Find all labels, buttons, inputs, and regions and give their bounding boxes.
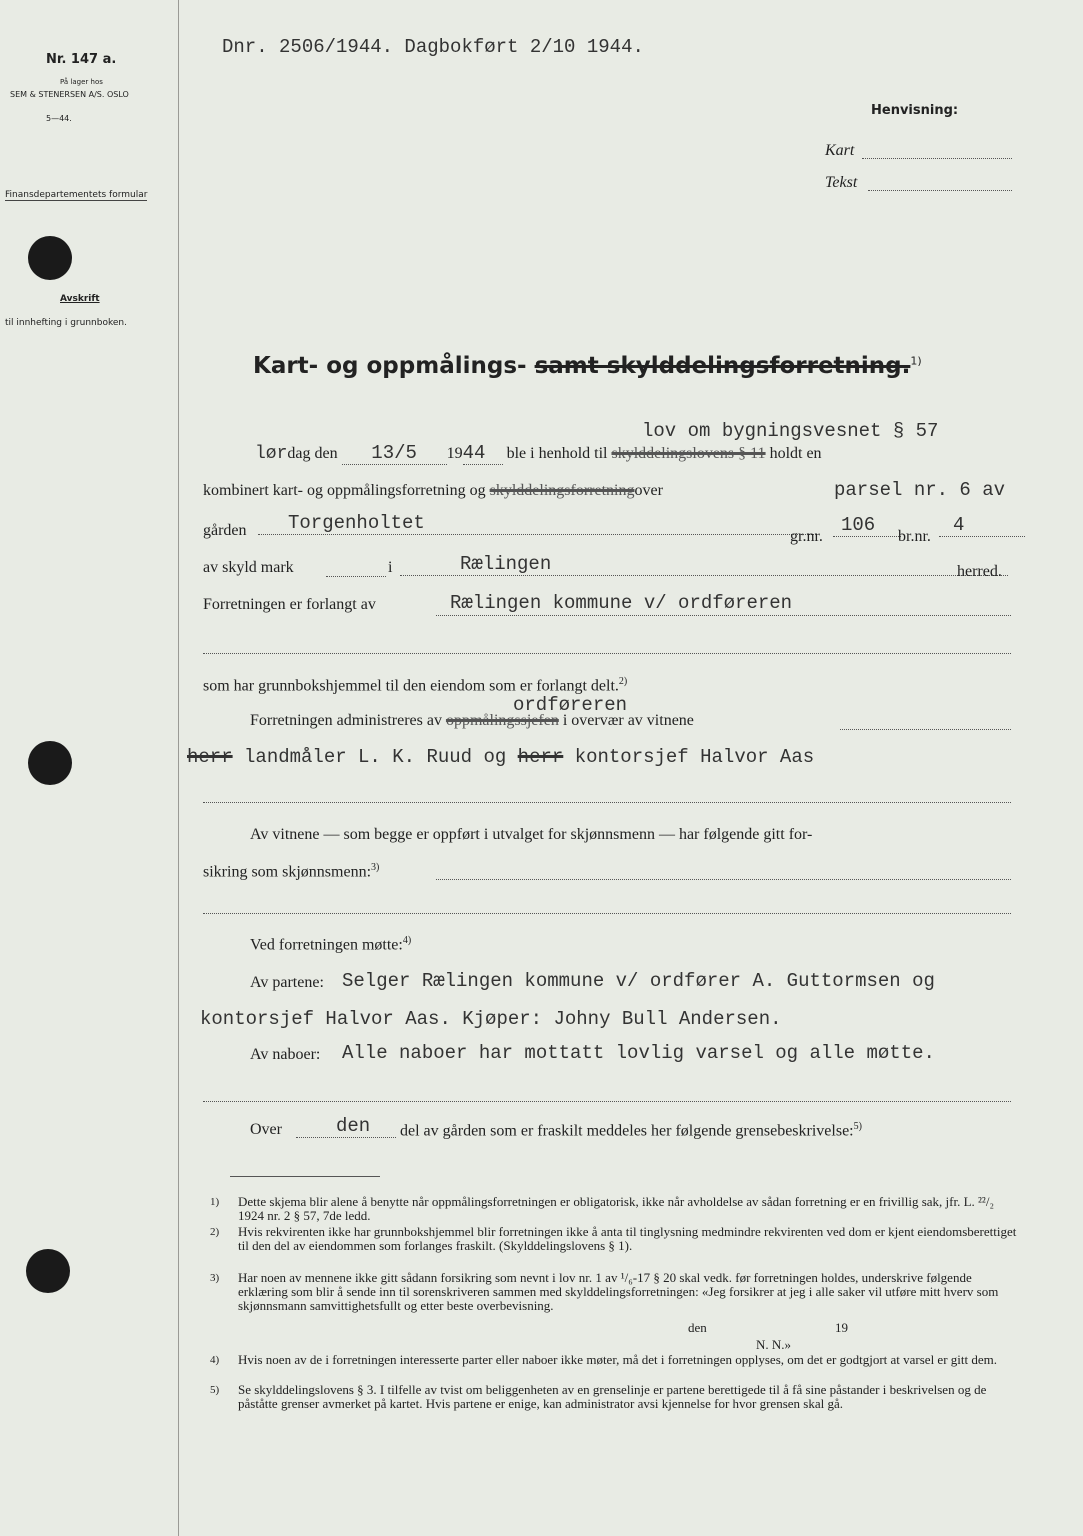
- printer-line-1: På lager hos: [60, 78, 103, 86]
- printer-line-2: SEM & STENERSEN A/S. OSLO: [10, 90, 129, 99]
- footnote-1: [210, 1194, 1018, 1223]
- hjemmel-text: som har grunnbokshjemmel til den eiendom som er forlangt delt.: [203, 677, 619, 695]
- punch-hole: [26, 1249, 70, 1293]
- blank-line: [203, 801, 1011, 803]
- footnote-num: 3): [210, 1272, 220, 1284]
- date-value: 13/5: [342, 442, 447, 465]
- blank-line: [203, 652, 1011, 654]
- blank-line: [203, 912, 1011, 914]
- footnote-3-year: 19: [835, 1320, 848, 1335]
- footnote-num: 1): [210, 1196, 220, 1208]
- admin-insert: ordføreren: [513, 694, 628, 716]
- witnesses-value: [187, 746, 814, 768]
- footnote-4: [210, 1352, 1018, 1367]
- herred-label: herred.: [957, 563, 1002, 580]
- brnr-value: 4: [939, 514, 1025, 537]
- farm-value: Torgenholtet: [258, 512, 816, 535]
- hjemmel-line: [203, 676, 627, 695]
- requested-value: Rælingen kommune v/ ordføreren: [450, 592, 793, 614]
- footnote-text: Har noen av mennene ikke gitt sådann forsikring som nevnt i lov nr. 1 av ¹/₆-17 § 20 skal vedk. før forretningen holdes, underskrive følgende erklæring som blir å sende inn til sorenskriveren sammen med skylddelingsforretningen: «Jeg forsikrer at jeg i alle saker vil utføre mitt hverv som skjønnsmann samvittighetsfullt og etter beste overbevisning.: [238, 1270, 999, 1313]
- oath-field: [436, 878, 1011, 880]
- municipality-value: Rælingen: [400, 553, 1008, 576]
- footnote-num: 5): [210, 1384, 220, 1396]
- footnote-3-signature: N. N.»: [756, 1337, 792, 1352]
- oath-text: sikring som skjønnsmenn:: [203, 863, 372, 881]
- admin-end: i overvær av vitnene: [562, 712, 694, 729]
- over-mark: 5): [853, 1121, 862, 1132]
- hjemmel-mark: 2): [618, 676, 628, 687]
- line2-start: kombinert kart- og oppmålingsforretning og: [203, 482, 486, 499]
- witness-struck-1: herr: [187, 746, 233, 768]
- farm-label: gården: [203, 522, 247, 539]
- form-number: Nr. 147 a.: [46, 52, 117, 67]
- footnote-rule: [230, 1176, 380, 1177]
- copy-note: til innhefting i grunnboken.: [5, 318, 127, 328]
- footnote-text: Hvis rekvirenten ikke har grunnbokshjemmel blir forretningen ikke å anta til tinglysning medmindre rekvirenten ved dom er kjent eiendomsberettiget til den del av eiendommen som forlanges fraskilt. (Skylddelingslovens § 1).: [238, 1224, 1017, 1253]
- law-insert: lov om bygningsvesnet § 57: [642, 420, 939, 442]
- over-end-line: [400, 1121, 862, 1140]
- witness-mid: landmåler L. K. Ruud og: [244, 746, 507, 768]
- admin-start: Forretningen administreres av: [250, 712, 442, 729]
- day-typed: lør: [255, 444, 288, 464]
- footnote-3: [210, 1270, 1018, 1313]
- parties-value-1: Selger Rælingen kommune v/ ordfører A. Guttormsen og: [342, 970, 935, 992]
- footnote-num: 4): [210, 1354, 220, 1366]
- day-label: dag den: [287, 445, 338, 462]
- punch-hole: [28, 741, 72, 785]
- admin-line: [250, 712, 694, 730]
- margin-rule: [178, 0, 179, 1536]
- text-field: [868, 189, 1012, 191]
- over-end: del av gården som er fraskilt meddeles her følgende grensebeskrivelse:: [400, 1122, 854, 1140]
- present-line: [250, 935, 411, 954]
- oath-mark: 3): [371, 862, 380, 873]
- neighbours-label: Av naboer:: [250, 1046, 321, 1063]
- present-mark: 4): [402, 935, 412, 946]
- requested-label: Forretningen er forlangt av: [203, 596, 376, 613]
- year-prefix: 19: [446, 445, 463, 462]
- skyld-field: [326, 575, 386, 577]
- oath-line-1: Av vitnene — som begge er oppført i utvalget for skjønnsmenn — har følgende gitt for-: [250, 826, 813, 843]
- oath-line-2: [203, 862, 379, 881]
- map-label: Kart: [825, 142, 855, 159]
- footnote-text: Dette skjema blir alene å benytte når oppmålingsforretningen er obligatorisk, ikke når avholdelse av sådan forretning er en frivillig sak, jfr. L. ²²/₂ 1924 nr. 2 § 57, 7de ledd.: [238, 1194, 994, 1223]
- grnr-value: 106: [833, 514, 901, 537]
- title-struck: samt skylddelingsforretning.: [534, 353, 911, 379]
- title-footnote-mark: 1): [910, 354, 922, 368]
- form-title: [253, 353, 922, 379]
- over-label: Over: [250, 1121, 282, 1138]
- footnote-2: [210, 1224, 1018, 1253]
- text-label: Tekst: [825, 174, 858, 191]
- map-field: [862, 157, 1012, 159]
- footnote-3-den: den: [688, 1320, 707, 1335]
- parties-label: Av partene:: [250, 974, 324, 991]
- witness-struck-2: herr: [517, 746, 564, 768]
- parcel-number: parsel nr. 6 av: [834, 479, 1006, 501]
- grnr-label: gr.nr.: [790, 528, 823, 545]
- brnr-label: br.nr.: [898, 528, 931, 545]
- admin-field: [840, 728, 1011, 730]
- line1-struck: skylddelingslovens § 11: [611, 445, 766, 462]
- footnote-text: Se skylddelingslovens § 3. I tilfelle av tvist om beliggenheten av en grenselinje er partene berettigede til å få sine påstander i beskrivelsen og de påståtte grenser avmerket på kartet. Hvis partene er enige, kan administrator avsi kjennelse for hvor grensen skal gå.: [238, 1382, 987, 1411]
- footnote-num: 2): [210, 1226, 220, 1238]
- footnote-5: [210, 1382, 1018, 1411]
- admin-struck: oppmålingssjefen: [445, 712, 559, 729]
- year-value: 44: [463, 442, 503, 465]
- line2-over: over: [634, 482, 663, 499]
- requested-field: [436, 614, 1011, 616]
- copy-label: Avskrift: [60, 294, 100, 304]
- line2-struck: skylddelingsforretning: [489, 482, 635, 499]
- reference-label: Henvisning:: [871, 103, 959, 118]
- ministry-form-label: Finansdepartementets formular: [5, 190, 148, 200]
- skyld-label: av skyld mark: [203, 559, 294, 576]
- printer-date: 5—44.: [46, 114, 72, 123]
- parties-value-2: kontorsjef Halvor Aas. Kjøper: Johny Bull Andersen.: [200, 1008, 782, 1030]
- over-value: den: [296, 1115, 396, 1138]
- combined-line: [203, 482, 663, 500]
- date-line: [255, 442, 822, 465]
- punch-hole: [28, 236, 72, 280]
- present-label: Ved forretningen møtte:: [250, 936, 403, 954]
- line1-mid: ble i henhold til: [506, 445, 608, 462]
- neighbours-value: Alle naboer har mottatt lovlig varsel og alle møtte.: [342, 1042, 935, 1064]
- witness-end: kontorsjef Halvor Aas: [574, 746, 815, 768]
- journal-number: Dnr. 2506/1944. Dagbokført 2/10 1944.: [222, 36, 644, 58]
- i-label: i: [388, 559, 393, 576]
- blank-line: [203, 1100, 1011, 1102]
- line1-end: holdt en: [769, 445, 822, 462]
- footnote-text: Hvis noen av de i forretningen interesserte parter eller naboer ikke møter, må det i forretningen opplyses, om det er godtgjort at varsel er gitt dem.: [238, 1352, 998, 1367]
- title-part-1: Kart- og oppmålings-: [253, 353, 527, 379]
